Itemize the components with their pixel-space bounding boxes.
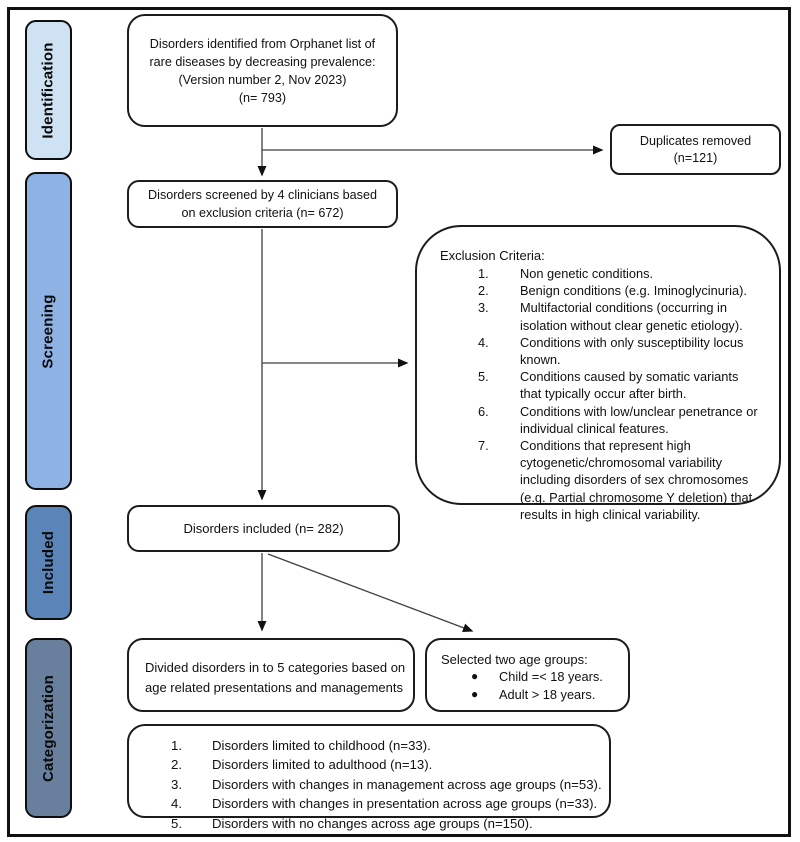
screened-line-1: Disorders screened by 4 clinicians based xyxy=(148,188,377,202)
category-item xyxy=(171,775,609,794)
exclusion-item-num: 5. xyxy=(478,369,489,385)
exclusion-item-text: Conditions with low/unclear penetrance or individual clinical features. xyxy=(520,403,758,436)
category-item xyxy=(171,814,609,833)
age-group-text: Adult > 18 years. xyxy=(499,686,596,702)
stage-included-label: Included xyxy=(40,530,57,595)
stage-categorization xyxy=(25,638,72,818)
duplicates-line-1: Duplicates removed xyxy=(639,133,752,148)
exclusion-item-num: 6. xyxy=(478,403,489,419)
included-text: Disorders included (n= 282) xyxy=(183,520,344,536)
exclusion-item xyxy=(478,265,761,282)
category-item xyxy=(171,794,609,813)
exclusion-item xyxy=(478,403,761,437)
age-group-bullet xyxy=(471,686,628,704)
category-text: Disorders with changes in management across age groups (n=53). xyxy=(212,776,602,792)
stage-identification-label: Identification xyxy=(40,41,58,139)
exclusion-criteria-box xyxy=(415,225,781,522)
exclusion-item-text: Non genetic conditions. xyxy=(520,266,654,281)
exclusion-item-text: Benign conditions (e.g. Iminoglycinuria). xyxy=(520,283,747,299)
exclusion-item xyxy=(478,282,761,299)
divided-line-2: age related presentations and managements xyxy=(145,679,404,695)
category-num: 2. xyxy=(171,757,182,773)
exclusion-item-num: 7. xyxy=(478,438,489,454)
age-group-text: Child =< 18 years. xyxy=(499,669,603,684)
category-text: Disorders with no changes across age groups (n=150). xyxy=(212,815,533,831)
stage-screening xyxy=(25,172,72,490)
identified-line-4: (n= 793) xyxy=(238,90,287,105)
exclusion-item xyxy=(478,437,761,523)
exclusion-item-num: 4. xyxy=(478,334,489,350)
category-text: Disorders limited to adulthood (n=13). xyxy=(212,757,433,773)
age-groups-box xyxy=(425,638,630,712)
divided-box xyxy=(127,638,415,712)
included-box xyxy=(127,505,400,552)
exclusion-item-text: Conditions with only susceptibility locus known. xyxy=(520,334,744,368)
category-text: Disorders with changes in presentation across age groups (n=33). xyxy=(212,796,598,812)
category-num: 4. xyxy=(171,796,182,812)
exclusion-item xyxy=(478,368,761,402)
stage-categorization-label: Categorization xyxy=(40,674,58,782)
exclusion-item-text: Multifactorial conditions (occurring in isolation without clear genetic etiology). xyxy=(520,300,743,333)
exclusion-item xyxy=(478,299,761,333)
categories-box xyxy=(127,724,611,831)
category-num: 1. xyxy=(171,738,182,753)
category-num: 5. xyxy=(171,815,182,831)
exclusion-item xyxy=(478,334,761,368)
category-item xyxy=(171,736,609,755)
exclusion-item-num: 1. xyxy=(478,266,489,281)
identified-line-2: rare diseases by decreasing prevalence: xyxy=(149,54,376,69)
category-text: Disorders limited to childhood (n=33). xyxy=(212,738,431,753)
exclusion-title: Exclusion Criteria: xyxy=(440,248,545,263)
screened-line-2: on exclusion criteria (n= 672) xyxy=(181,206,344,220)
category-item xyxy=(171,755,609,774)
duplicates-removed-box xyxy=(610,124,781,175)
age-group-bullet xyxy=(471,668,628,686)
stage-identification xyxy=(25,20,72,160)
age-groups-title: Selected two age groups: xyxy=(441,652,588,667)
identified-box xyxy=(127,14,398,127)
divided-line-1: Divided disorders in to 5 categories based on xyxy=(145,660,406,675)
exclusion-item-text: Conditions that represent high cytogenetic/chromosomal variability including disorders of sex chromosomes (e.g. Partial chromosome Y deletion) that results in high clinical variability. xyxy=(520,438,753,522)
screened-box xyxy=(127,180,398,228)
stage-screening-label: Screening xyxy=(40,293,58,369)
stage-included xyxy=(25,505,72,620)
bullet-dot-icon: ● xyxy=(471,669,479,683)
exclusion-item-num: 2. xyxy=(478,283,489,299)
identified-line-1: Disorders identified from Orphanet list of xyxy=(149,36,376,51)
exclusion-item-text: Conditions caused by somatic variants that typically occur after birth. xyxy=(520,369,739,402)
identified-line-3: (Version number 2, Nov 2023) xyxy=(178,72,347,87)
category-num: 3. xyxy=(171,776,182,792)
bullet-dot-icon: ● xyxy=(471,686,479,701)
duplicates-line-2: (n=121) xyxy=(673,150,718,165)
exclusion-item-num: 3. xyxy=(478,300,489,316)
